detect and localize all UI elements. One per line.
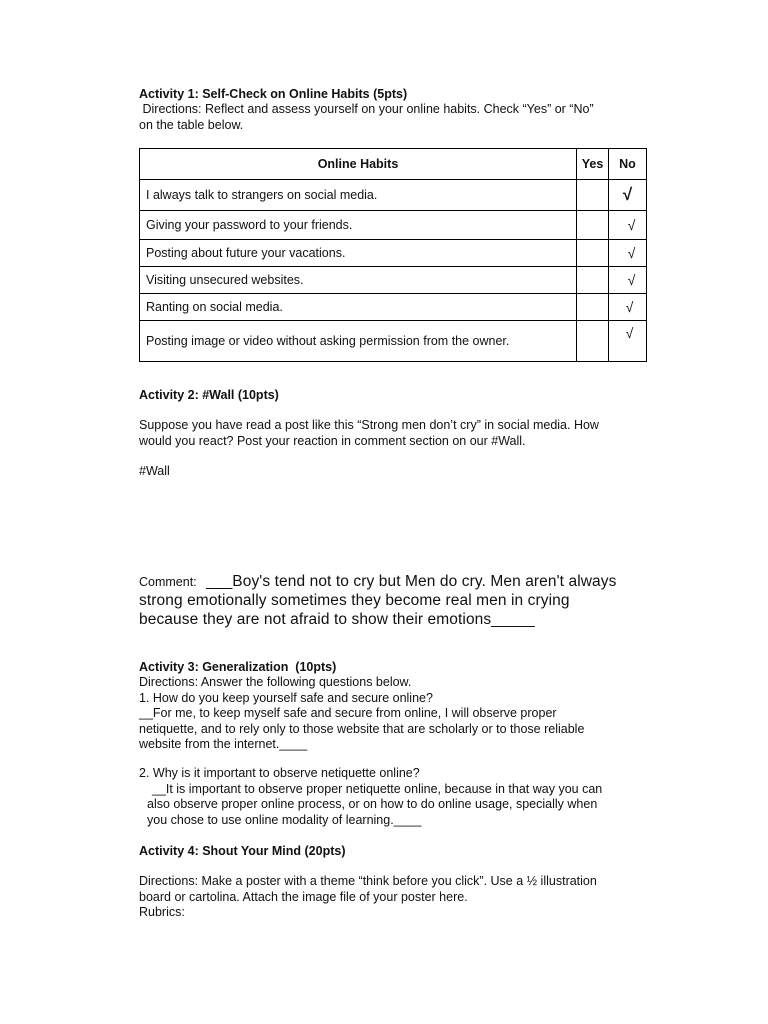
comment-line1-wrap [139,572,699,591]
activity3-answer1-line1: __For me, to keep myself safe and secure from online, I will observe proper [139,706,557,720]
yes-cell [577,321,609,362]
online-habits-table [139,148,647,362]
habit-cell: Posting about future your vacations. [140,240,577,267]
activity3-section [139,659,679,753]
habit-cell: Posting image or video without asking permission from the owner. [140,321,577,362]
yes-cell [577,180,609,211]
header-no: No [609,149,647,180]
comment-label: Comment: [139,575,197,589]
yes-cell [577,240,609,267]
activity2-section [139,387,679,403]
wall-label-block [139,464,679,480]
activity1-section [139,86,679,133]
no-check-cell: √ [609,240,647,267]
header-online-habits: Online Habits [140,149,577,180]
comment-line3: because they are not afraid to show their emotions_____ [139,611,535,628]
habit-cell: Visiting unsecured websites. [140,267,577,294]
activity3-answer2-line2: also observe proper online process, or on how to do online usage, specially when [147,797,598,811]
comment-line1: ___Boy's tend not to cry but Men do cry. Men aren't always [206,573,617,590]
activity4-section [139,843,679,859]
habit-cell: I always talk to strangers on social media. [140,180,577,211]
activity3-question1: 1. How do you keep yourself safe and secure online? [139,690,433,705]
activity3-title: Activity 3: Generalization (10pts) [139,660,337,674]
activity2-prompt-line2: would you react? Post your reaction in comment section on our #Wall. [139,433,526,448]
no-check-cell: √ [609,267,647,294]
yes-cell [577,294,609,321]
table-header-row [140,149,647,180]
comment-block [139,572,699,629]
activity3-directions: Directions: Answer the following questions below. [139,675,412,689]
activity1-title: Activity 1: Self-Check on Online Habits (5pts) [139,87,408,101]
yes-cell [577,267,609,294]
activity4-directions-block [139,874,679,921]
activity3-answer2-line3: you chose to use online modality of learning.____ [147,812,422,827]
header-yes: Yes [577,149,609,180]
activity3-q2-block [139,766,679,828]
activity4-directions-line1: Directions: Make a poster with a theme “think before you click”. Use a ½ illustration [139,874,597,888]
activity2-title: Activity 2: #Wall (10pts) [139,388,279,402]
table-row [140,211,647,240]
activity1-directions-line1: Directions: Reflect and assess yourself on your online habits. Check “Yes” or “No” [139,102,594,116]
table-row [140,267,647,294]
activity3-answer2-line1: __It is important to observe proper netiquette online, because in that way you can [145,781,603,796]
table-row [140,321,647,362]
habit-cell: Giving your password to your friends. [140,211,577,240]
activity4-title: Activity 4: Shout Your Mind (20pts) [139,844,346,858]
activity3-answer1-line2: netiquette, and to rely only to those website that are scholarly or to those reliable [139,721,585,736]
no-check-cell: √ [609,211,647,240]
table-row [140,294,647,321]
comment-line2: strong emotionally sometimes they become real men in crying [139,592,570,609]
activity3-answer1-line3: website from the internet.____ [139,737,308,751]
table-row [140,240,647,267]
habit-cell: Ranting on social media. [140,294,577,321]
activity1-directions-line2: on the table below. [139,117,244,132]
activity4-directions-line2: board or cartolina. Attach the image file of your poster here. [139,889,468,904]
activity2-prompt [139,418,679,449]
table-row [140,180,647,211]
yes-cell [577,211,609,240]
no-check-cell: √ [609,294,647,321]
activity4-rubrics: Rubrics: [139,905,185,919]
activity2-prompt-line1: Suppose you have read a post like this “Strong men don’t cry” in social media. How [139,418,599,432]
wall-label: #Wall [139,464,170,478]
no-check-cell: √ [609,180,647,211]
no-check-cell: √ [609,321,647,362]
activity3-question2: 2. Why is it important to observe netiquette online? [139,766,420,780]
